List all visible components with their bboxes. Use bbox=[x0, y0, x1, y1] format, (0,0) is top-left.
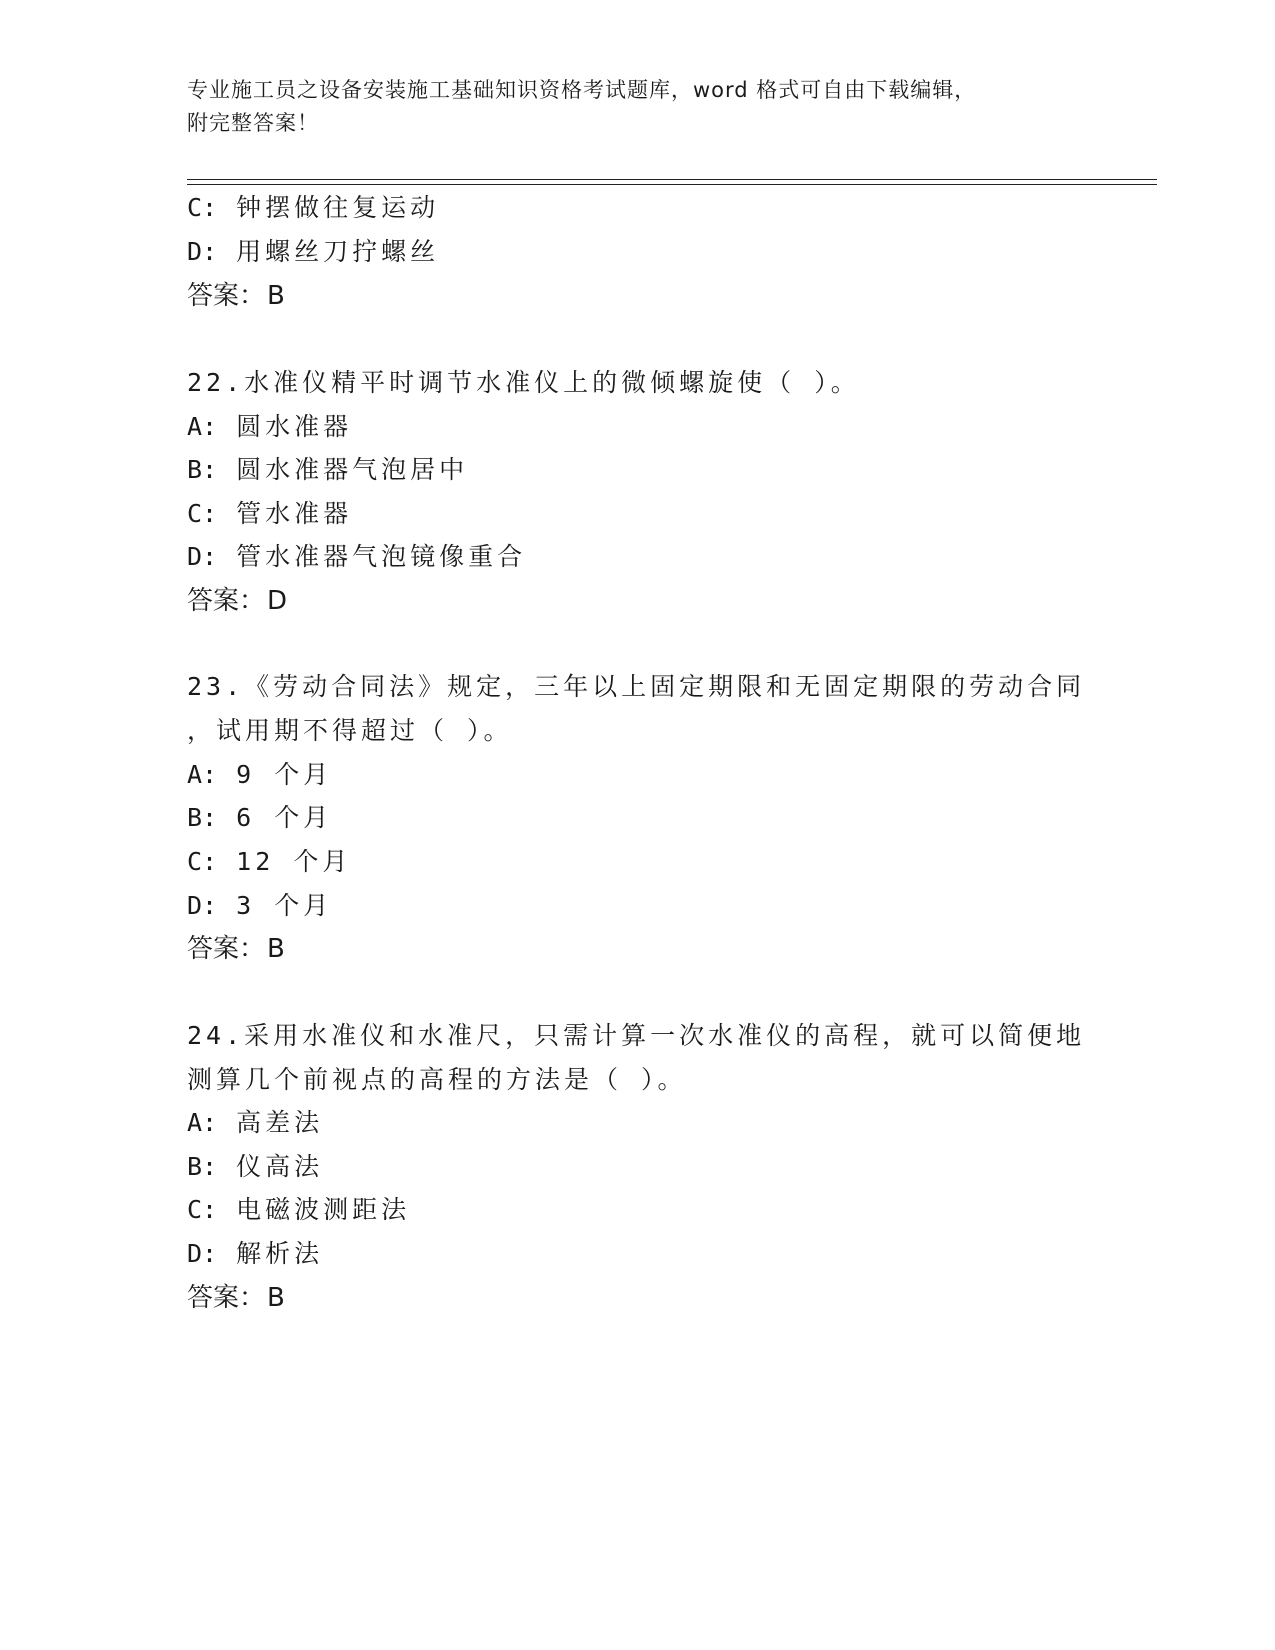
option-line bbox=[187, 890, 332, 922]
option-label: D: bbox=[187, 891, 218, 920]
answer-label: 答案： bbox=[187, 281, 266, 311]
answer-value: D bbox=[267, 586, 288, 616]
option-text: 管水准器 bbox=[236, 499, 353, 528]
option-text: 12 个月 bbox=[236, 847, 352, 876]
option-text: 电磁波测距法 bbox=[236, 1195, 411, 1224]
header-line-2: 附完整答案！ bbox=[187, 111, 319, 135]
option-label: C: bbox=[187, 193, 218, 222]
answer-label: 答案： bbox=[187, 934, 266, 964]
option-text: 管水准器气泡镜像重合 bbox=[236, 542, 527, 571]
answer-line bbox=[187, 585, 287, 617]
option-label: D: bbox=[187, 542, 218, 571]
document-header bbox=[187, 74, 1067, 140]
answer-label: 答案： bbox=[187, 1283, 266, 1313]
header-divider-bottom bbox=[187, 184, 1157, 185]
option-label: D: bbox=[187, 237, 218, 266]
answer-label: 答案： bbox=[187, 586, 266, 616]
option-label: A: bbox=[187, 412, 218, 441]
question-stem-continued: 测算几个前视点的高程的方法是（ ）。 bbox=[187, 1065, 687, 1094]
option-label: D: bbox=[187, 1239, 218, 1268]
answer-line bbox=[187, 1282, 285, 1314]
option-line bbox=[187, 846, 351, 878]
answer-value: B bbox=[267, 1283, 285, 1313]
option-text: 圆水准器 bbox=[236, 412, 353, 441]
option-line bbox=[187, 1238, 323, 1270]
option-line bbox=[187, 236, 439, 268]
option-line bbox=[187, 454, 468, 486]
option-line bbox=[187, 802, 332, 834]
answer-value: B bbox=[267, 934, 285, 964]
option-text: 3 个月 bbox=[236, 891, 333, 920]
question-stem: 23.《劳动合同法》规定，三年以上固定期限和无固定期限的劳动合同 bbox=[187, 672, 1086, 701]
option-line bbox=[187, 759, 332, 791]
option-text: 9 个月 bbox=[236, 760, 333, 789]
option-label: A: bbox=[187, 760, 218, 789]
option-label: A: bbox=[187, 1108, 218, 1137]
answer-line bbox=[187, 280, 285, 312]
option-line bbox=[187, 541, 526, 573]
option-text: 仪高法 bbox=[236, 1152, 324, 1181]
header-divider-top bbox=[187, 179, 1157, 180]
document-page bbox=[187, 0, 1157, 1650]
question-stem: 22.水准仪精平时调节水准仪上的微倾螺旋使（ ）。 bbox=[187, 368, 860, 397]
option-label: C: bbox=[187, 499, 218, 528]
option-text: 高差法 bbox=[236, 1108, 324, 1137]
question-stem-continued: ，试用期不得超过（ ）。 bbox=[187, 716, 513, 745]
option-line bbox=[187, 1151, 323, 1183]
option-text: 圆水准器气泡居中 bbox=[236, 455, 469, 484]
option-text: 用螺丝刀拧螺丝 bbox=[236, 237, 440, 266]
option-label: C: bbox=[187, 1195, 218, 1224]
option-label: B: bbox=[187, 803, 218, 832]
option-line bbox=[187, 1194, 410, 1226]
answer-value: B bbox=[267, 281, 285, 311]
option-label: B: bbox=[187, 1152, 218, 1181]
option-label: B: bbox=[187, 455, 218, 484]
option-line bbox=[187, 498, 352, 530]
option-line bbox=[187, 192, 439, 224]
header-line-1: 专业施工员之设备安装施工基础知识资格考试题库，word 格式可自由下载编辑， bbox=[187, 78, 977, 102]
question-stem: 24.采用水准仪和水准尺，只需计算一次水准仪的高程，就可以简便地 bbox=[187, 1021, 1086, 1050]
option-text: 解析法 bbox=[236, 1239, 324, 1268]
option-text: 钟摆做往复运动 bbox=[236, 193, 440, 222]
option-label: C: bbox=[187, 847, 218, 876]
option-line bbox=[187, 1107, 323, 1139]
option-text: 6 个月 bbox=[236, 803, 333, 832]
answer-line bbox=[187, 933, 285, 965]
option-line bbox=[187, 411, 352, 443]
